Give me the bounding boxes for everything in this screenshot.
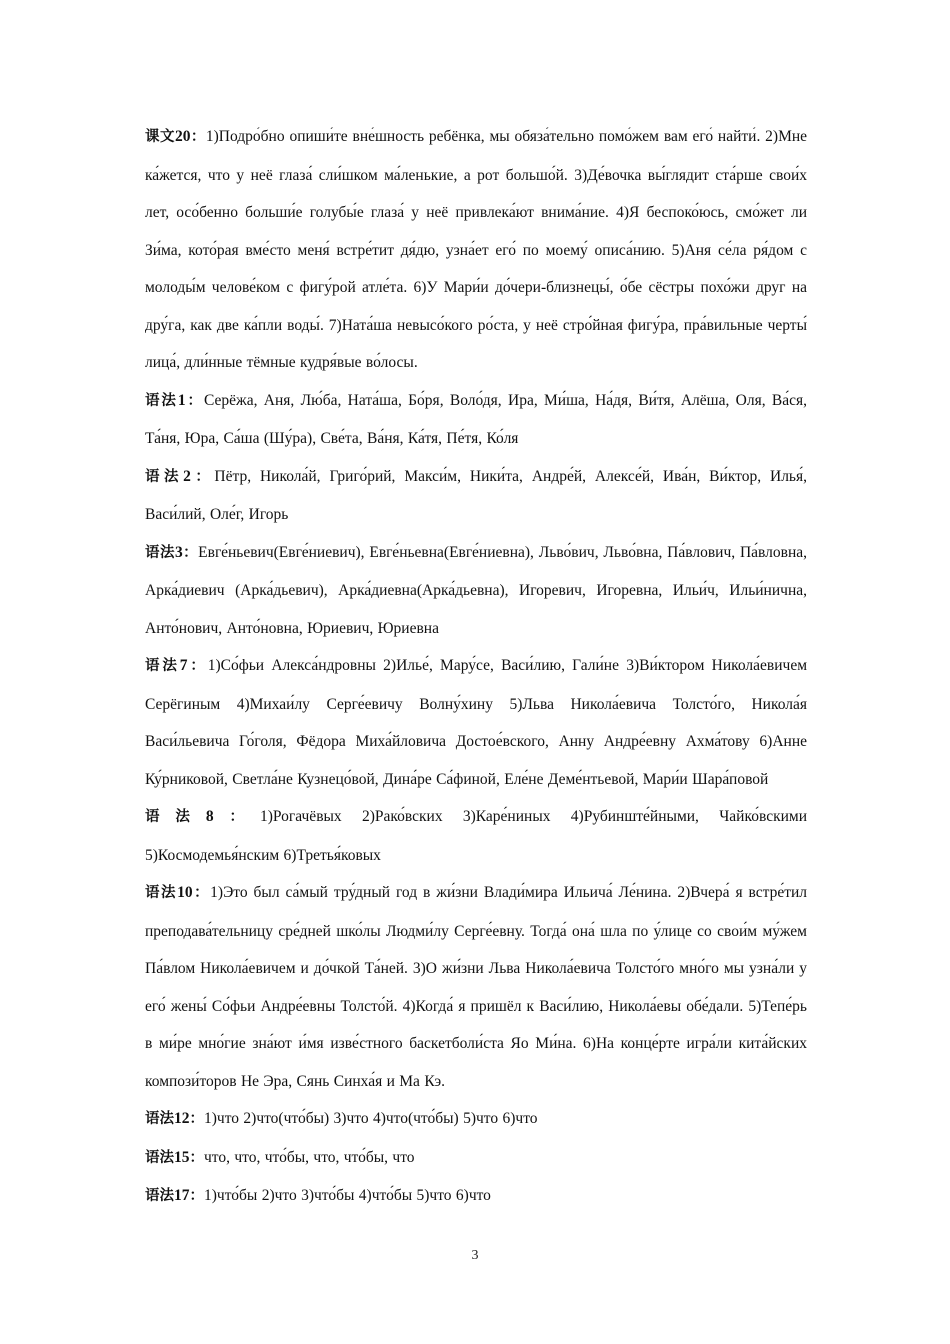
section-label: 语法 xyxy=(145,885,178,901)
section-number: 10 xyxy=(177,884,193,901)
section-label: 课文 xyxy=(145,129,175,145)
section-label: 语法 xyxy=(145,544,175,561)
section-grammar-12: 语法12：1)что 2)что(что́бы) 3)что 4)что(что́бы) 5)что 6)что xyxy=(145,1110,538,1127)
section-number: 12 xyxy=(174,1110,190,1127)
section-content: 1)что 2)что(что́бы) 3)что 4)что(что́бы) 5)что 6)что xyxy=(204,1110,538,1127)
section-content: Евге́ньевич(Евге́ниевич), Евге́ньевна(Евге́ниевна), Льво́вич, Льво́вна, Па́влович, Па́вловна, Арка́диевич (Арка́дьевич), Арка́диевна(Арка́дьевна), Игоревич, Игоревна, Ильи́ч, Ильи́нична, Анто́нович, Анто́новна, Юриевич, Юриевна xyxy=(145,543,808,637)
section-number: 7 xyxy=(179,657,188,674)
section-text-20: 课文20：1)Подро́бно опиши́те вне́шность ребёнка, мы обяза́тельно помо́жем вам его́ найти́. 2)Мне ка́жется, что у неё глаза́ сли́шком ма́ленькие, а рот большо́й. 3)Де́вочка вы́глядит ста́рше свои́х лет, осо́бенно больши́е голубы́е глаза́ у неё привлека́ют внима́ние. 4)Я беспоко́юсь, смо́жет ли Зи́ма, кото́рая вме́сто меня́ встре́тит дя́дю, узна́ет его́ по моему́ описа́нию. 5)Аня се́ла ря́дом с молоды́м челове́ком с фигу́рой атле́та. 6)У Мари́и до́чери-близнецы́, о́бе сёстры похо́жи друг на дру́га, как две ка́пли воды́. 7)Ната́ша невысо́кого ро́ста, у неё стро́йная фигу́ра, пра́вильные черты́ лица́, дли́нные тёмные кудря́вые во́лосы. xyxy=(145,128,808,371)
section-content: 1)Это был са́мый тру́дный год в жи́зни Влади́мира Ильича́ Ле́нина. 2)Вчера́ я встре́тил преподава́тельницу сре́дней шко́лы Людми́лу Серге́евну. Тогда́ она́ шла по у́лице со свои́м му́жем Па́влом Никола́евичем и до́чкой Та́ней. 3)О жи́зни Льва Никола́евича Толсто́го мно́го мы узна́ли у его́ жены́ Со́фьи Андре́евны Толсто́й. 4)Когда́ я пришёл к Васи́лию, Никола́евы обе́дали. 5)Тепе́рь в ми́ре мно́гие зна́ют и́мя изве́стного баскетболи́ста Яо Ми́на. 6)На конце́рте игра́ли кита́йских компози́торов Не Эра, Сянь Синха́я и Ма Кэ. xyxy=(145,884,807,1090)
section-content: 1)Рогачёвых 2)Рако́вских 3)Каре́ниных 4)Рубинште́йными, Чайко́вскими 5)Космодемья́нским 6)Третья́ковых xyxy=(145,808,808,864)
section-label: 语法 xyxy=(145,1149,174,1166)
section-grammar-3: 语法3：Евге́ньевич(Евге́ниевич), Евге́ньевна(Евге́ниевна), Льво́вич, Льво́вна, Па́влович, Па́вловна, Арка́диевич (Арка́дьевич), Арка́диевна(Арка́дьевна), Игоревич, Игоревна, Ильи́ч, Ильи́нична, Анто́нович, Анто́новна, Юриевич, Юриевна xyxy=(145,543,808,637)
document-body xyxy=(145,118,807,1216)
section-content: Серёжа, Аня, Лю́ба, Ната́ша, Бо́ря, Воло́дя, Ира, Ми́ша, На́дя, Ви́тя, Алёша, Оля, Ва́ся, Та́ня, Юра, Са́ша (Шу́ра), Све́та, Ва́ня, Ка́тя, Пе́тя, Ко́ля xyxy=(145,391,808,447)
section-label: 语法 xyxy=(145,809,206,825)
section-grammar-15: 语法15：что, что, что́бы, что, что́бы, что xyxy=(145,1148,415,1166)
section-grammar-2: 语法2：Пётр, Никола́й, Григо́рий, Макси́м, Ники́та, Андре́й, Алексе́й, Ива́н, Ви́ктор, Илья́, Васи́лий, Оле́г, Игорь xyxy=(145,467,807,523)
section-label: 语法 xyxy=(145,1111,174,1127)
page-number: 3 xyxy=(471,1248,479,1263)
section-label: 语法 xyxy=(145,392,178,409)
section-number: 15 xyxy=(174,1148,190,1166)
section-label: 语法 xyxy=(145,658,180,674)
section-number: 20 xyxy=(174,128,191,145)
section-number: 17 xyxy=(174,1187,190,1204)
section-content: 1)что́бы 2)что 3)что́бы 4)что́бы 5)что 6)что xyxy=(204,1187,491,1204)
section-label: 语法 xyxy=(145,468,184,485)
section-number: 8 xyxy=(205,808,214,825)
section-grammar-10: 语法10：1)Это был са́мый тру́дный год в жи́зни Влади́мира Ильича́ Ле́нина. 2)Вчера́ я встре́тил преподава́тельницу сре́дней шко́лы Людми́лу Серге́евну. Тогда́ она́ шла по у́лице со свои́м му́жем Па́влом Никола́евичем и до́чкой Та́ней. 3)О жи́зни Льва Никола́евича Толсто́го мно́го мы узна́ли у его́ жены́ Со́фьи Андре́евны Толсто́й. 4)Когда́ я пришёл к Васи́лию, Никола́евы обе́дали. 5)Тепе́рь в ми́ре мно́гие зна́ют и́мя изве́стного баскетболи́ста Яо Ми́на. 6)На конце́рте игра́ли кита́йских компози́торов Не Эра, Сянь Синха́я и Ма Кэ. xyxy=(145,884,807,1090)
section-grammar-7: 语法7：1)Со́фьи Алекса́ндровны 2)Илье́, Мару́се, Васи́лию, Гали́не 3)Ви́ктором Никола́евичем Серёгиным 4)Михаи́лу Серге́евичу Волну́хину 5)Льва Никола́евича Толсто́го, Никола́я Васи́льевича Го́голя, Фёдора Миха́йловича Достое́вского, Анну Андре́евну Ахма́тову 6)Анне Ку́рниковой, Светла́не Кузнецо́вой, Дина́ре Са́финой, Еле́не Деме́нтьевой, Мари́и Шара́повой xyxy=(145,657,808,788)
section-number: 3 xyxy=(174,543,183,561)
section-grammar-17: 语法17：1)что́бы 2)что 3)что́бы 4)что́бы 5)что 6)что xyxy=(145,1187,491,1204)
section-content: 1)Со́фьи Алекса́ндровны 2)Илье́, Мару́се, Васи́лию, Гали́не 3)Ви́ктором Никола́евичем Серёгиным 4)Михаи́лу Серге́евичу Волну́хину 5)Льва Никола́евича Толсто́го, Никола́я Васи́льевича Го́голя, Фёдора Миха́йловича Достое́вского, Анну Андре́евну Ахма́тову 6)Анне Ку́рниковой, Светла́не Кузнецо́вой, Дина́ре Са́финой, Еле́не Деме́нтьевой, Мари́и Шара́повой xyxy=(145,657,808,788)
section-grammar-1: 语法1：Серёжа, Аня, Лю́ба, Ната́ша, Бо́ря, Воло́дя, Ира, Ми́ша, На́дя, Ви́тя, Алёша, Оля, Ва́ся, Та́ня, Юра, Са́ша (Шу́ра), Све́та, Ва́ня, Ка́тя, Пе́тя, Ко́ля xyxy=(145,391,808,447)
section-content: что, что, что́бы, что, что́бы, что xyxy=(204,1148,415,1166)
section-label: 语法 xyxy=(145,1188,174,1204)
section-content: 1)Подро́бно опиши́те вне́шность ребёнка, мы обяза́тельно помо́жем вам его́ найти́. 2)Мне ка́жется, что у неё глаза́ сли́шком ма́ленькие, а рот большо́й. 3)Де́вочка вы́глядит ста́рше свои́х лет, осо́бенно больши́е голубы́е глаза́ у неё привлека́ют внима́ние. 4)Я беспоко́юсь, смо́жет ли Зи́ма, кото́рая вме́сто меня́ встре́тит дя́дю, узна́ет его́ по моему́ описа́нию. 5)Аня се́ла ря́дом с молоды́м челове́ком с фигу́рой атле́та. 6)У Мари́и до́чери-близнецы́, о́бе сёстры похо́жи друг на дру́га, как две ка́пли воды́. 7)Ната́ша невысо́кого ро́ста, у неё стро́йная фигу́ра, пра́вильные черты́ лица́, дли́нные тёмные кудря́вые во́лосы. xyxy=(145,128,808,371)
section-content: Пётр, Никола́й, Григо́рий, Макси́м, Ники́та, Андре́й, Алексе́й, Ива́н, Ви́ктор, Илья́, Васи́лий, Оле́г, Игорь xyxy=(145,467,807,523)
section-grammar-8: 语法8：1)Рогачёвых 2)Рако́вских 3)Каре́ниных 4)Рубинште́йными, Чайко́вскими 5)Космодемья́нским 6)Третья́ковых xyxy=(145,808,808,864)
section-number: 1 xyxy=(177,391,186,409)
section-number: 2 xyxy=(183,467,191,485)
